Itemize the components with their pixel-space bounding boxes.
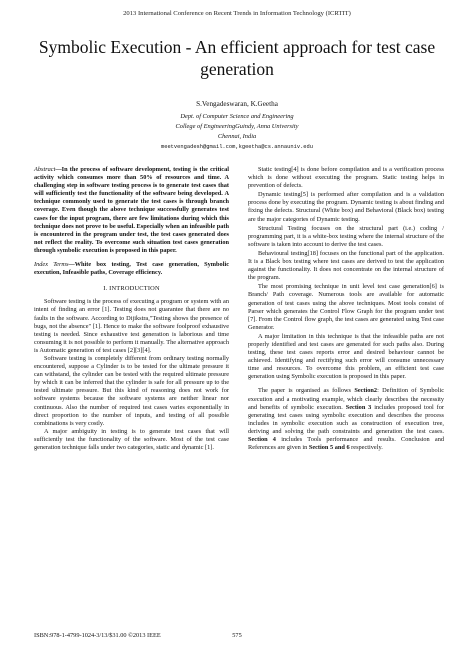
body-paragraph: Software testing is the process of executing a program or system with an intent of finding an error [1]. Testing does not guarantee that there are no faults in the software. According to Dijikstra,"Testing shows the presence of bugs, not the absence" [1]. Hence to make the software foolproof exhaustive testing is needed. Since exhaustive test generation is laborious and time consuming it is not possible to perform it manually. The alternative approach is Automatic generation of test cases [2][3][4]. xyxy=(34,298,229,354)
org-text: The paper is organised as follows xyxy=(258,387,355,395)
body-paragraph: A major limitation in this technique is that the infeasible paths are not properly identified and test cases are generated for such paths also. During testing, these test cases reports error and desired behaviour cannot be achieved. Identifying and rectifying such error will consume unnecessary time and resources. To overcome this problem, an efficient test case generation using Symbolic execution is proposed in this paper. xyxy=(248,332,444,381)
author-emails: meetvengadesh@gmail.com,kgeetha@cs.annauniv.edu xyxy=(160,144,314,150)
paper-title: Symbolic Execution - An efficient approach for test case generation xyxy=(38,37,436,79)
section-heading-introduction: I. INTRODUCTION xyxy=(103,285,160,293)
org-text: includes proposed tool for generating test cases using symbolic execution and describes the process includes in symbolic execution such as construction of execution tree, deriving and solving the path constraints and generation the test cases. xyxy=(248,403,445,435)
footer-isbn: ISBN:978-1-4799-1024-3/13/$31.00 ©2013 IEEE xyxy=(34,632,161,639)
index-terms-text: —White box testing, Test case generation, Symbolic execution, Infeasible paths, Coverage efficiency. xyxy=(34,261,229,277)
section-ref: Section 5 and 6 xyxy=(308,444,350,452)
abstract xyxy=(34,166,229,255)
body-paragraph: Dynamic testing[5] is performed after compilation and is a validation process done by executing the program. Dynamic testing is about finding and fixing the defects. Structural (White box) and Behavioral (Black box) testing are the major categories of Dynamic testing. xyxy=(248,191,444,223)
affiliation xyxy=(0,112,474,142)
index-terms xyxy=(34,261,229,277)
body-paragraph: Static testing[4] is done before compilation and is a verification process which is done without executing the program. Static testing helps in prevention of defects. xyxy=(248,166,444,190)
abstract-label: Abstract xyxy=(34,166,56,173)
conference-header: 2013 International Conference on Recent Trends in Information Technology (ICRTIT) xyxy=(123,10,351,17)
organisation-paragraph xyxy=(248,387,444,452)
section-ref: Section2 xyxy=(354,387,378,395)
affiliation-dept: Dept. of Computer Science and Engineering xyxy=(180,113,294,120)
left-column xyxy=(34,166,229,452)
org-text: respectively. xyxy=(349,444,383,452)
section-ref: Section 4 xyxy=(248,436,276,443)
right-column xyxy=(248,166,444,453)
body-paragraph: Software testing is completely different from ordinary testing normally encountered, suppose a Cylinder is to be tested for the ultimate pressure it can withstand, the cylinder can be tested with the required ultimate pressure by which it can be inferred that the cylinder is safe for all pressure up to the tested ultimate pressure. But this kind of reasoning does not work for software systems because the software systems are neither linear nor continuous. Also the number of required test cases varies exponentially in direct proportion to the number of inputs, and testing of all possible combinations is very costly. xyxy=(34,354,229,427)
body-paragraph: Behavioural testing[18] focuses on the functional part of the application. It is a Black box testing where test cases are derived to test the application against the functionality. It does not concentrate on the internal structure of the program. xyxy=(248,249,444,282)
org-text: : Definition of Symbolic execution and a motivating example, which clearly describes the necessity and benefits of symbolic execution. xyxy=(248,387,444,411)
section-ref: Section 3 xyxy=(345,403,372,411)
org-text: includes Tools performance and results. Conclusion and References are given in xyxy=(248,436,444,452)
body-paragraph: Structural Testing focuses on the structural part (i.e.) coding / programming part, it is a white-box testing where the internal structure of the software is taken into account to derive the test cases. xyxy=(248,224,444,248)
abstract-text: —In the process of software development, testing is the critical activity which consumes more than 50% of resources and time. A challenging step in software testing process is to generate test cases that will sufficiently test the functionality of the software being developed. A technique commonly used to generate the test cases is through branch coverage. Even though the above technique successfully generates test cases for the input program, there are few limitations during which this technique does not prove to be useful. Especially when an infeasible path is encountered in the program under test, the test cases generated does not reflect the reality. To overcome such situation test cases generation through symbolic execution is proposed in this paper. xyxy=(34,166,229,254)
affiliation-city: Chennai, India xyxy=(217,133,257,140)
authors: S.Vengadeswaran, K.Geetha xyxy=(196,100,278,108)
body-paragraph: A major ambiguity in testing is to generate test cases that will sufficiently test the functionality of the software. Most of the test case generation technique falls under two categories, static and dynamic [1]. xyxy=(34,427,229,451)
index-terms-label: Index Terms xyxy=(34,261,69,269)
body-paragraph: The most promising technique in unit level test case generation[6] is Branch/ Path coverage. Numerous tools are available for automatic generation of test cases using the above techniques. Most tools consist of Parser which generates the Control Flow Graph for the program under test [7]. From the Control flow graph, the test cases are generated using Test case Generator. xyxy=(248,283,444,331)
page-number: 575 xyxy=(232,632,242,639)
affiliation-college: College of EngineeringGuindy, Anna University xyxy=(175,123,299,130)
